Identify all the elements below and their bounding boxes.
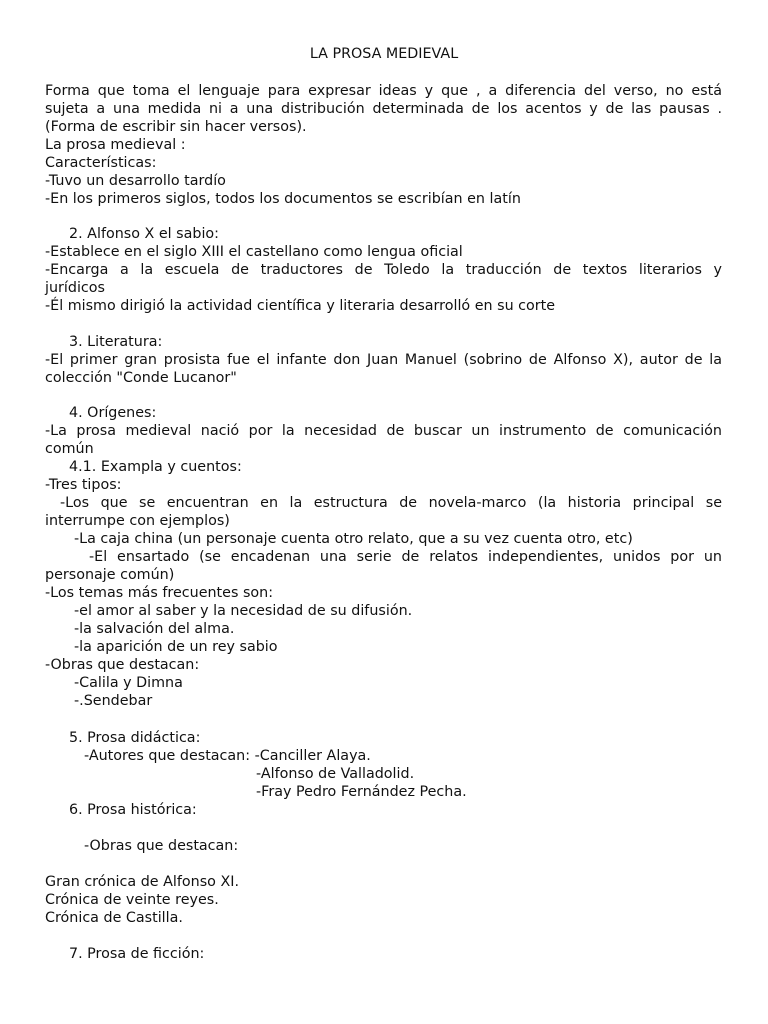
text-line: -Tuvo un desarrollo tardío bbox=[45, 173, 226, 189]
text-line: -Calila y Dimna bbox=[74, 675, 183, 691]
section-heading: 2. Alfonso X el sabio: bbox=[69, 226, 219, 242]
text-line: -En los primeros siglos, todos los documentos se escribían en latín bbox=[45, 191, 521, 207]
text-line: (Forma de escribir sin hacer versos). bbox=[45, 119, 307, 135]
section-heading: 6. Prosa histórica: bbox=[69, 802, 197, 818]
text-line: jurídicos bbox=[45, 280, 105, 296]
text-line: -Alfonso de Valladolid. bbox=[256, 766, 415, 782]
subsection-heading: 4.1. Exampla y cuentos: bbox=[69, 459, 242, 475]
document-title: LA PROSA MEDIEVAL bbox=[309, 46, 459, 62]
text-line: -Encarga a la escuela de traductores de Toledo la traducción de textos literarios y bbox=[45, 262, 722, 278]
text-line: -la aparición de un rey sabio bbox=[74, 639, 278, 655]
text-line: interrumpe con ejemplos) bbox=[45, 513, 230, 529]
text-line: -La caja china (un personaje cuenta otro relato, que a su vez cuenta otro, etc) bbox=[74, 531, 633, 547]
text-line: -Él mismo dirigió la actividad científica y literaria desarrolló en su corte bbox=[45, 298, 556, 314]
text-line: -.Sendebar bbox=[74, 693, 153, 709]
text-line: -Establece en el siglo XIII el castellano como lengua oficial bbox=[45, 244, 463, 260]
text-line: Forma que toma el lenguaje para expresar ideas y que , a diferencia del verso, no está bbox=[45, 83, 722, 99]
text-line: -Obras que destacan: bbox=[45, 657, 200, 673]
text-line: -El primer gran prosista fue el infante don Juan Manuel (sobrino de Alfonso X), autor de la bbox=[45, 352, 722, 368]
text-line: -Fray Pedro Fernández Pecha. bbox=[256, 784, 467, 800]
text-line: común bbox=[45, 441, 94, 457]
text-line: Características: bbox=[45, 155, 157, 171]
text-line: Crónica de veinte reyes. bbox=[45, 892, 219, 908]
text-line: -Obras que destacan: bbox=[84, 838, 239, 854]
text-line: -el amor al saber y la necesidad de su difusión. bbox=[74, 603, 413, 619]
text-line: -El ensartado (se encadenan una serie de relatos independientes, unidos por un bbox=[89, 549, 722, 565]
text-line: -Los que se encuentran en la estructura de novela-marco (la historia principal se bbox=[60, 495, 722, 511]
text-line: -La prosa medieval nació por la necesidad de buscar un instrumento de comunicación bbox=[45, 423, 722, 439]
section-heading: 3. Literatura: bbox=[69, 334, 163, 350]
text-line: colección "Conde Lucanor" bbox=[45, 370, 237, 386]
text-line: -Los temas más frecuentes son: bbox=[45, 585, 274, 601]
text-line: Crónica de Castilla. bbox=[45, 910, 183, 926]
section-heading: 7. Prosa de ficción: bbox=[69, 946, 205, 962]
text-line: -Autores que destacan: -Canciller Alaya. bbox=[84, 748, 371, 764]
text-line: sujeta a una medida ni a una distribución determinada de los acentos y de las pausas . bbox=[45, 101, 722, 117]
section-heading: 5. Prosa didáctica: bbox=[69, 730, 201, 746]
text-line: Gran crónica de Alfonso XI. bbox=[45, 874, 239, 890]
text-line: La prosa medieval : bbox=[45, 137, 186, 153]
text-line: -Tres tipos: bbox=[45, 477, 122, 493]
text-line: personaje común) bbox=[45, 567, 175, 583]
text-line: -la salvación del alma. bbox=[74, 621, 235, 637]
section-heading: 4. Orígenes: bbox=[69, 405, 157, 421]
